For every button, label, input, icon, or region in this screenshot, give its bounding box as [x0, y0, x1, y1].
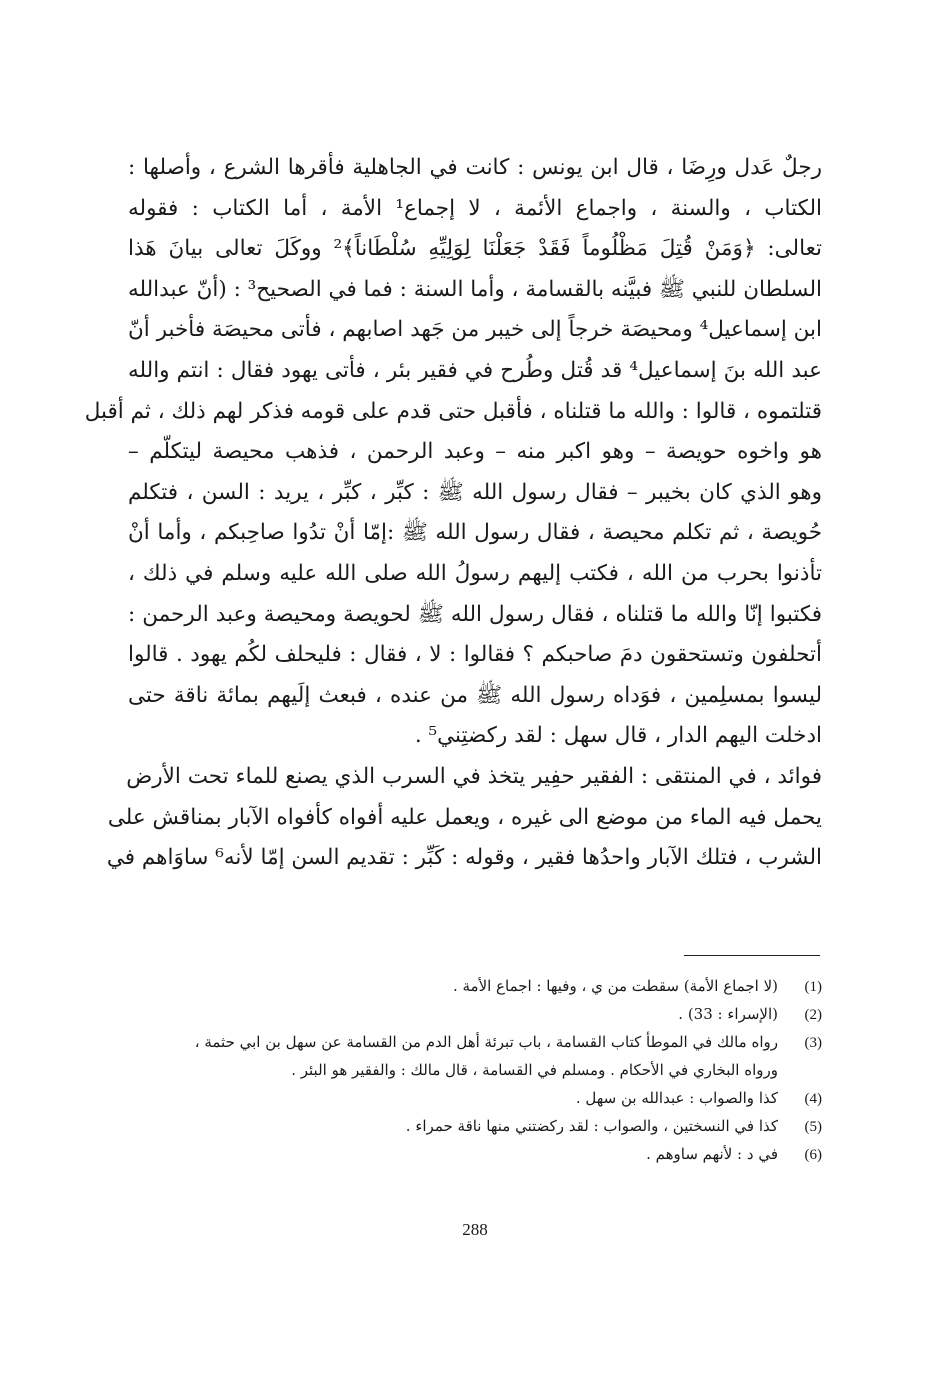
footnote-item	[128, 1000, 822, 1028]
text-line: الكتاب ، والسنة ، واجماع الأئمة ، لا إجماع¹ الأمة ، أما الكتاب : فقوله	[128, 195, 822, 221]
text-line: ليسوا بمسلِمين ، فوَداه رسول الله ﷺ من عنده ، فبعث إلَيهم بمائة ناقة حتى	[128, 682, 822, 708]
footnote-item	[128, 1084, 822, 1112]
footnote-item	[128, 1028, 822, 1056]
footnote-number: (1)	[804, 979, 822, 995]
footnote-text: في د : لأنهم ساوهم .	[646, 1145, 778, 1163]
text-line: حُويصة ، ثم تكلم محيصة ، فقال رسول الله ﷺ :إمّا أنْ تدُوا صاحِبكم ، وأما أنْ	[128, 520, 822, 546]
footnote-text: (لا اجماع الأمة) سقطت من ي ، وفيها : اجماع الأمة .	[452, 977, 778, 995]
footnote-separator	[684, 955, 820, 956]
footnote-item	[128, 1140, 822, 1168]
text-line: أتحلفون وتستحقون دمَ صاحبكم ؟ فقالوا : لا ، فقال : فليحلف لكُم يهود . قالوا	[128, 642, 822, 668]
text-line: وهو الذي كان بخيبر – فقال رسول الله ﷺ : كبِّر ، كبِّر ، يريد : السن ، فتكلم	[128, 479, 822, 505]
text-line: السلطان للنبي ﷺ فبيَّنه بالقسامة ، وأما السنة : فما في الصحيح³ : (أنّ عبدالله	[127, 276, 822, 302]
footnote-text: (الإسراء : 33) .	[678, 1005, 778, 1023]
main-text-block	[84, 148, 823, 879]
text-line: تأذنوا بحرب من الله ، فكتب إليهم رسولُ الله صلى الله عليه وسلم في ذلك ،	[128, 560, 822, 586]
footnote-number: (4)	[804, 1091, 822, 1107]
text-line: ابن إسماعيل⁴ ومحيصَة خرجاً إلى خيبر من جَهد اصابهم ، فأتى محيصَة فأخبر أنّ	[128, 317, 822, 343]
text-line: يحمل فيه الماء من موضع الى غيره ، ويعمل عليه أفواه كأفواه الآبار بمناقش على	[107, 804, 822, 830]
text-line: عبد الله بنَ إسماعيل⁴ قد قُتل وطُرح في فقير بئر ، فأتى يهود فقال : انتم والله	[128, 357, 822, 383]
footnote-text: كذا والصواب : عبدالله بن سهل .	[575, 1089, 778, 1107]
footnote-number: (3)	[804, 1035, 822, 1051]
page-number: 288	[462, 1220, 488, 1239]
text-line: فكتبوا إنّا والله ما قتلناه ، فقال رسول الله ﷺ لحويصة ومحيصة وعبد الرحمن :	[128, 601, 822, 627]
text-line: ادخلت اليهم الدار ، قال سهل : لقد ركضتِني⁵ .	[414, 723, 822, 749]
footnote-number: (2)	[804, 1007, 822, 1023]
footnote-number: (5)	[804, 1119, 822, 1135]
footnote-number: (6)	[804, 1147, 822, 1163]
footnote-item	[128, 972, 822, 1000]
text-line: قتلتموه ، قالوا : والله ما قتلناه ، فأقبل حتى قدم على قومه فذكر لهم ذلك ، ثم أقبل	[84, 398, 822, 424]
footnote-text: رواه مالك في الموطأ كتاب القسامة ، باب تبرئة أهل الدم من القسامة عن سهل بن ابي حثمة ،	[194, 1033, 778, 1051]
text-line: الشرب ، فتلك الآبار واحدُها فقير ، وقوله : كَبِّر : تقديم السن إمّا لأنه⁶ ساوَاهم في	[106, 845, 822, 871]
footnote-item	[128, 1112, 822, 1140]
footnote-continuation: ورواه البخاري في الأحكام . ومسلم في القسامة ، قال مالك : والفقير هو البئر .	[291, 1061, 778, 1079]
footnote-text: كذا في النسختين ، والصواب : لقد ركضتني منها ناقة حمراء .	[405, 1117, 778, 1135]
footnotes	[128, 972, 822, 1168]
text-line: هو واخوه حويصة – وهو اكبر منه – وعبد الرحمن ، فذهب محيصة ليتكلّم –	[128, 439, 822, 465]
text-line: رجلٌ عَدل ورِضَا ، قال ابن يونس : كانت في الجاهلية فأقرها الشرع ، وأصلها :	[128, 155, 822, 180]
text-line: تعالى: ﴿وَمَنْ قُتِلَ مَظْلُوماً فَقَدْ جَعَلْنَا لِوَلِيِّهِ سُلْطَاناً﴾² ووكَلَ تعالى بيانَ هَذا	[128, 236, 823, 262]
text-line: فوائد ، في المنتقى : الفقير حفِير يتخذ في السرب الذي يصنع للماء تحت الأرض	[126, 763, 822, 789]
